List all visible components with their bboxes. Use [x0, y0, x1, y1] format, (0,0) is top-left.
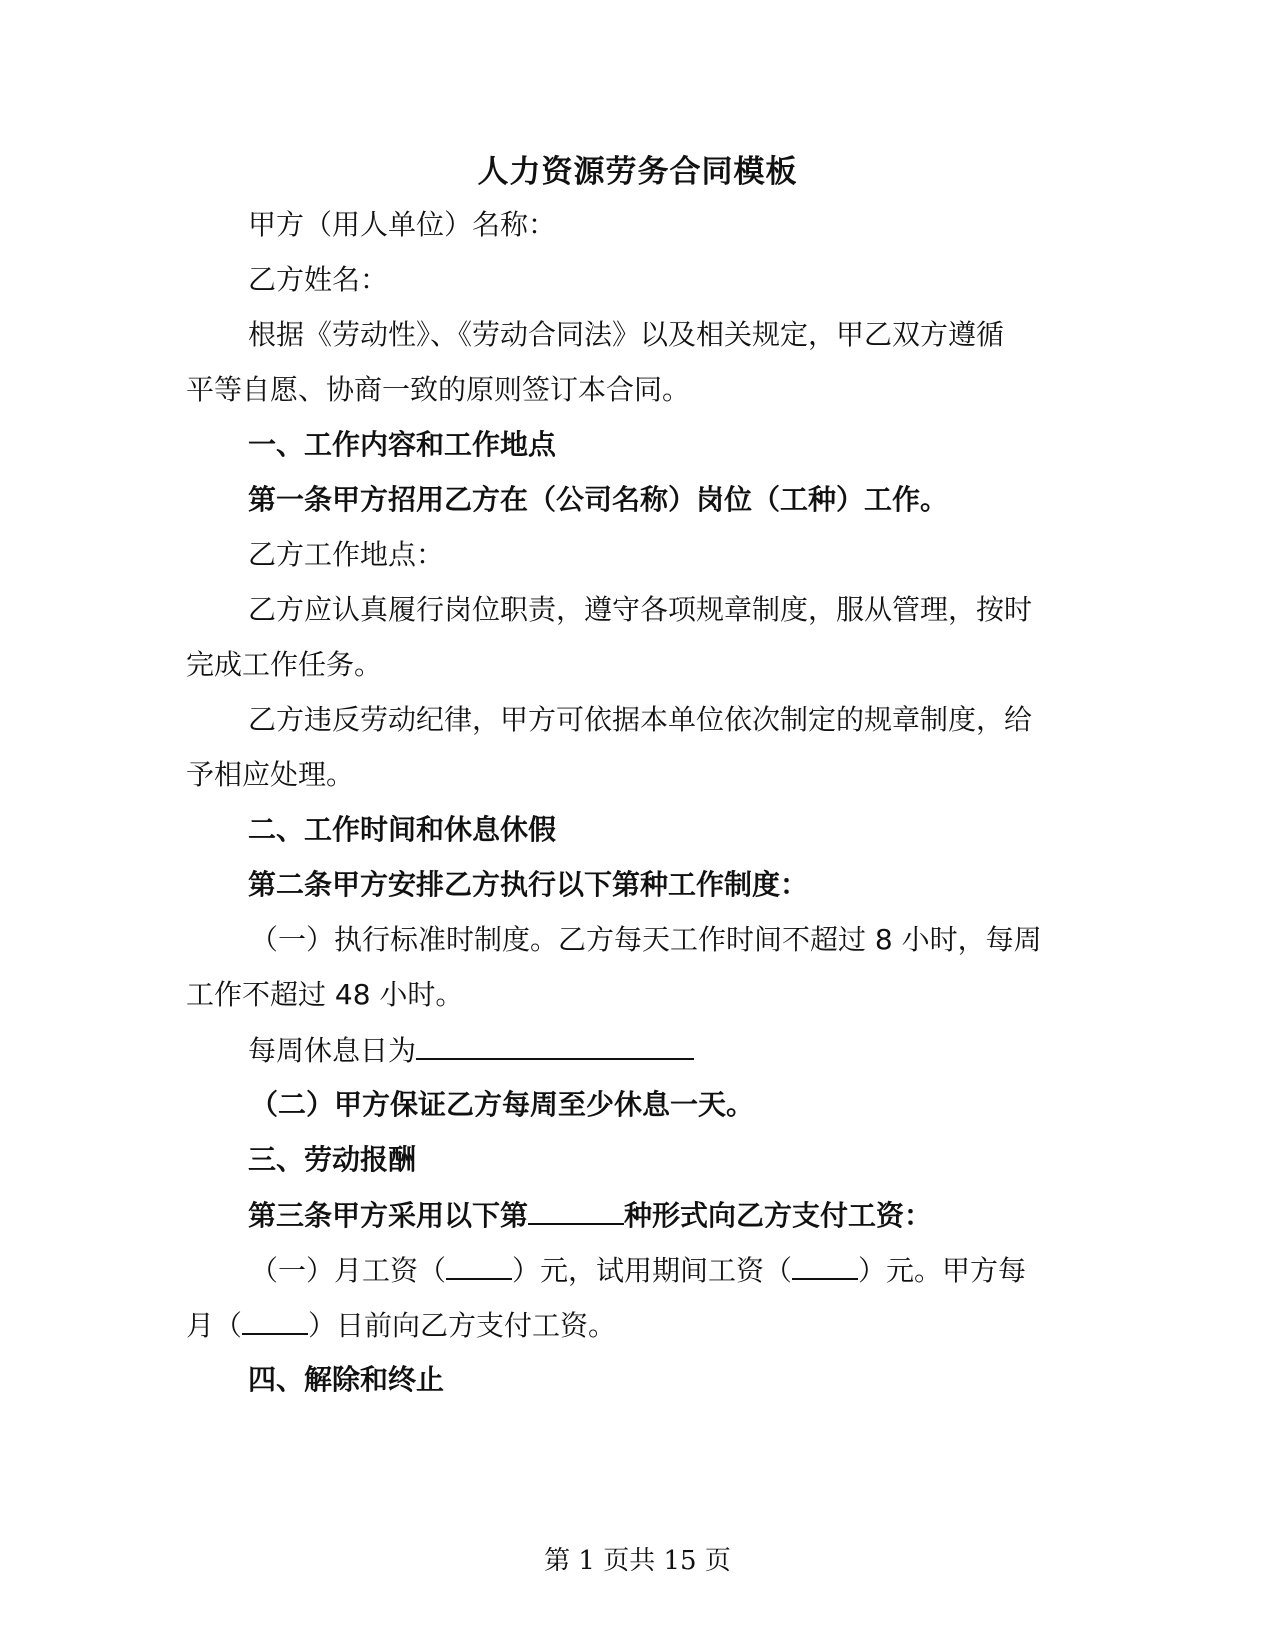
section-4-heading: 四、解除和终止 [248, 1363, 445, 1396]
standard-hours-line-2: 工作不超过 48 小时。 [186, 978, 464, 1011]
intro-line-1: 根据《劳动性》、《劳动合同法》以及相关规定，甲乙双方遵循 [248, 318, 1005, 351]
salary-line-1 [250, 1252, 1130, 1289]
duty-line-1: 乙方应认真履行岗位职责，遵守各项规章制度，服从管理，按时 [248, 593, 1033, 626]
section-1-heading: 一、工作内容和工作地点 [248, 428, 557, 461]
salary-line-2 [186, 1307, 1066, 1344]
section-2-heading: 二、工作时间和休息休假 [248, 813, 557, 846]
salary-text-d: 月（ [186, 1309, 243, 1342]
party-a-line: 甲方（用人单位）名称： [248, 208, 557, 241]
page-footer: 第 1 页共 15 页 [544, 1546, 731, 1576]
standard-hours-line-1: （一）执行标准时制度。乙方每天工作时间不超过 8 小时，每周 [250, 923, 1042, 956]
rest-day-line [248, 1032, 1128, 1069]
article-3-blank [528, 1197, 624, 1225]
article-2: 第二条甲方安排乙方执行以下第种工作制度： [248, 868, 809, 901]
party-b-line: 乙方姓名： [248, 263, 389, 296]
article-3-text-a: 第三条甲方采用以下第 [248, 1199, 529, 1232]
salary-text-c: ）元。甲方每 [858, 1254, 1027, 1287]
duty-line-2: 完成工作任务。 [186, 648, 383, 681]
section-3-heading: 三、劳动报酬 [248, 1143, 417, 1176]
monthly-salary-blank [446, 1252, 512, 1280]
violation-line-1: 乙方违反劳动纪律，甲方可依据本单位依次制定的规章制度，给 [248, 703, 1033, 736]
rest-guarantee-line: （二）甲方保证乙方每周至少休息一天。 [250, 1088, 755, 1121]
violation-line-2: 予相应处理。 [186, 758, 355, 791]
rest-day-label: 每周休息日为 [248, 1034, 417, 1067]
document-title: 人力资源劳务合同模板 [477, 154, 798, 190]
intro-line-2: 平等自愿、协商一致的原则签订本合同。 [186, 373, 691, 406]
pay-day-blank [242, 1307, 308, 1335]
work-place-line: 乙方工作地点： [248, 538, 445, 571]
article-3 [248, 1197, 1128, 1234]
salary-text-a: （一）月工资（ [250, 1254, 447, 1287]
article-3-text-b: 种形式向乙方支付工资： [624, 1199, 933, 1232]
rest-day-blank [416, 1032, 694, 1060]
article-1: 第一条甲方招用乙方在（公司名称）岗位（工种）工作。 [248, 483, 949, 516]
salary-text-b: ）元，试用期间工资（ [512, 1254, 793, 1287]
probation-salary-blank [792, 1252, 858, 1280]
salary-text-e: ）日前向乙方支付工资。 [308, 1309, 617, 1342]
